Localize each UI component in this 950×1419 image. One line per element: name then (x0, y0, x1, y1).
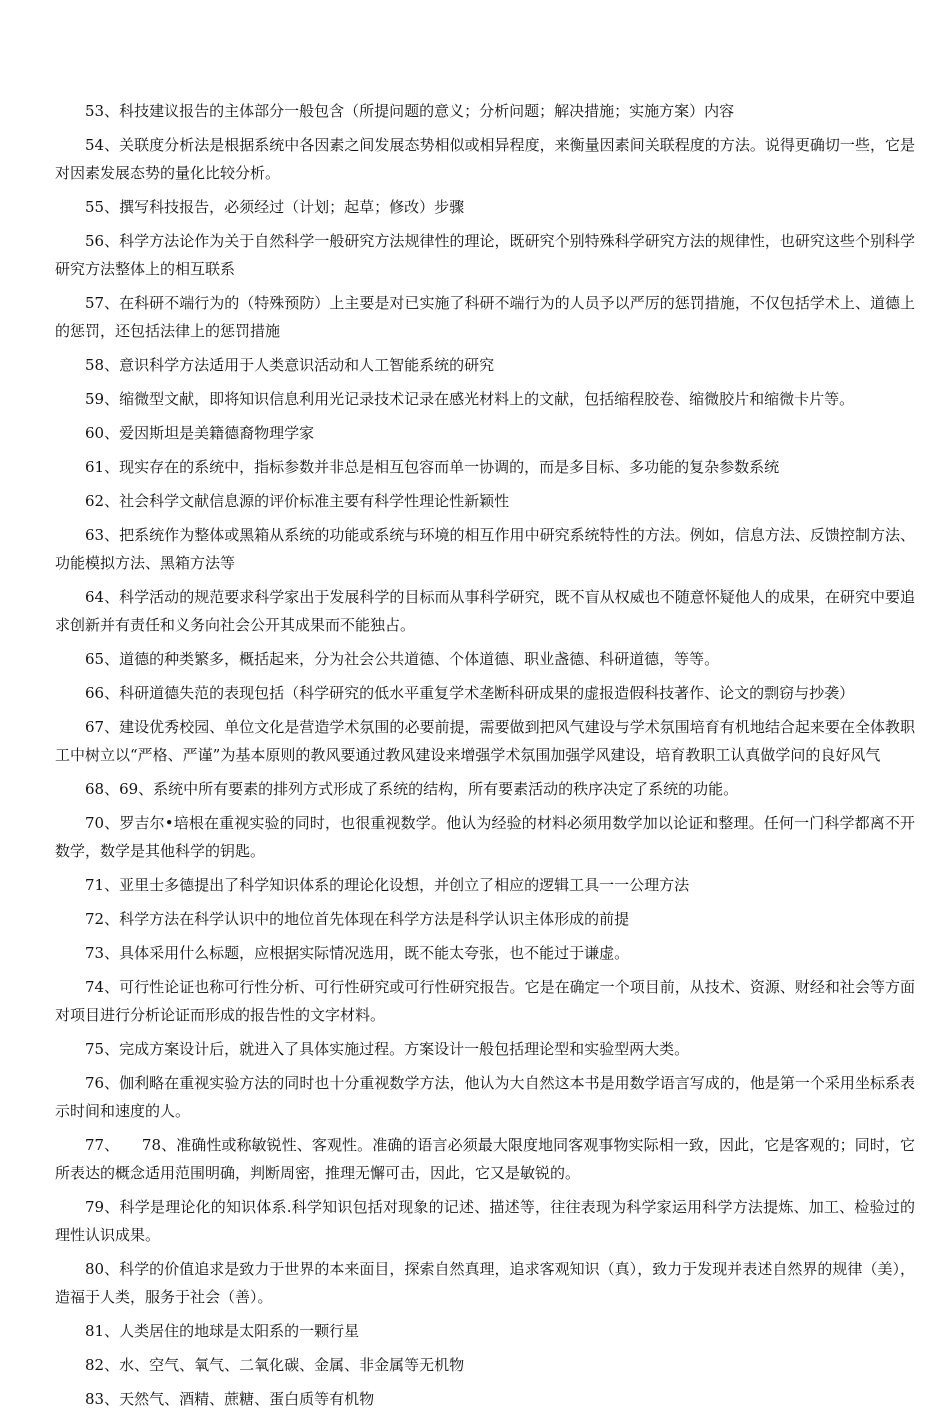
paragraph-72: 72、科学方法在科学认识中的地位首先体现在科学方法是科学认识主体形成的前提 (85, 910, 630, 928)
paragraph-67: 67、建设优秀校园、单位文化是营造学术氛围的必要前提，需要做到把风气建设与学术氛围培育有机地结合起来要在全体教职工中树立以“严格、严谨”为基本原则的教风要通过教风建设来增强学术氛围加强学风建设，培育教职工认真做学问的良好风气 (55, 718, 915, 764)
paragraph-76: 76、伽利略在重视实验方法的同时也十分重视数学方法，他认为大自然这本书是用数学语言写成的，他是第一个采用坐标系表示时间和速度的人。 (55, 1074, 915, 1120)
paragraph-71: 71、亚里士多德提出了科学知识体系的理论化设想，并创立了相应的逻辑工具一一公理方法 (85, 876, 690, 894)
paragraph-80: 80、科学的价值追求是致力于世界的本来面目，探索自然真理，追求客观知识（真），致力于发现并表述自然界的规律（美），造福于人类，服务于社会（善）。 (55, 1260, 915, 1306)
paragraph-65: 65、道德的种类繁多，概括起来，分为社会公共道德、个体道德、职业盏德、科研道德，等等。 (85, 650, 720, 668)
paragraph-57: 57、在科研不端行为的（特殊预防）上主要是对已实施了科研不端行为的人员予以严厉的惩罚措施，不仅包括学术上、道德上的惩罚，还包括法律上的惩罚措施 (55, 294, 915, 340)
paragraph-75: 75、完成方案设计后，就进入了具体实施过程。方案设计一般包括理论型和实验型两大类。 (85, 1040, 690, 1058)
paragraph-53: 53、科技建议报告的主体部分一般包含（所提问题的意义；分析问题；解决措施；实施方案）内容 (85, 102, 735, 120)
paragraph-54: 54、关联度分析法是根据系统中各因素之间发展态势相似或相异程度，来衡量因素间关联程度的方法。说得更确切一些，它是对因素发展态势的量化比较分析。 (55, 136, 915, 182)
paragraph-83: 83、天然气、酒精、蔗糖、蛋白质等有机物 (85, 1390, 375, 1408)
paragraph-74: 74、可行性论证也称可行性分析、可行性研究或可行性研究报告。它是在确定一个项目前，从技术、资源、财经和社会等方面对项目进行分析论证而形成的报告性的文字材料。 (55, 978, 915, 1024)
paragraph-62: 62、社会科学文献信息源的评价标准主要有科学性理论性新颖性 (85, 492, 510, 510)
paragraph-73: 73、具体采用什么标题，应根据实际情况选用，既不能太夸张，也不能过于谦虚。 (85, 944, 630, 962)
paragraph-64: 64、科学活动的规范要求科学家出于发展科学的目标而从事科学研究，既不盲从权威也不随意怀疑他人的成果，在研究中要追求创新并有责任和义务向社会公开其成果而不能独占。 (55, 588, 915, 634)
paragraph-59: 59、缩微型文献，即将知识信息利用光记录技术记录在感光材料上的文献，包括缩程胶卷、缩微胶片和缩微卡片等。 (85, 390, 855, 408)
paragraph-77-78: 77、 78、准确性或称敏锐性、客观性。准确的语言必须最大限度地同客观事物实际相一致，因此，它是客观的；同时，它所表达的概念适用范围明确，判断周密，推理无懈可击，因此，它又是敏锐的。 (55, 1136, 915, 1182)
paragraph-70: 70、罗吉尔•培根在重视实验的同时，也很重视数学。他认为经验的材料必须用数学加以论证和整理。任何一门科学都离不开数学，数学是其他科学的钥匙。 (55, 814, 915, 860)
paragraph-55: 55、撰写科技报告，必须经过（计划；起草；修改）步骤 (85, 198, 465, 216)
paragraph-61: 61、现实存在的系统中，指标参数并非总是相互包容而单一协调的，而是多目标、多功能的复杂参数系统 (85, 458, 780, 476)
paragraph-68-69: 68、69、系统中所有要素的排列方式形成了系统的结构，所有要素活动的秩序决定了系统的功能。 (85, 780, 739, 798)
paragraph-58: 58、意识科学方法适用于人类意识活动和人工智能系统的研究 (85, 356, 495, 374)
paragraph-66: 66、科研道德失范的表现包括（科学研究的低水平重复学术垄断科研成果的虚报造假科技著作、论文的剽窃与抄袭） (85, 684, 855, 702)
paragraph-82: 82、水、空气、氧气、二氧化碳、金属、非金属等无机物 (85, 1356, 465, 1374)
paragraph-60: 60、爱因斯坦是美籍德裔物理学家 (85, 424, 315, 442)
paragraph-79: 79、科学是理论化的知识体系.科学知识包括对现象的记述、描述等，往往表现为科学家运用科学方法提炼、加工、检验过的理性认识成果。 (55, 1198, 915, 1244)
paragraph-56: 56、科学方法论作为关于自然科学一般研究方法规律性的理论，既研究个别特殊科学研究方法的规律性，也研究这些个别科学研究方法整体上的相互联系 (55, 232, 915, 278)
paragraph-81: 81、人类居住的地球是太阳系的一颗行星 (85, 1322, 360, 1340)
document-page (55, 97, 915, 1419)
paragraph-63: 63、把系统作为整体或黑箱从系统的功能或系统与环境的相互作用中研究系统特性的方法。例如，信息方法、反馈控制方法、功能模拟方法、黑箱方法等 (55, 526, 915, 572)
